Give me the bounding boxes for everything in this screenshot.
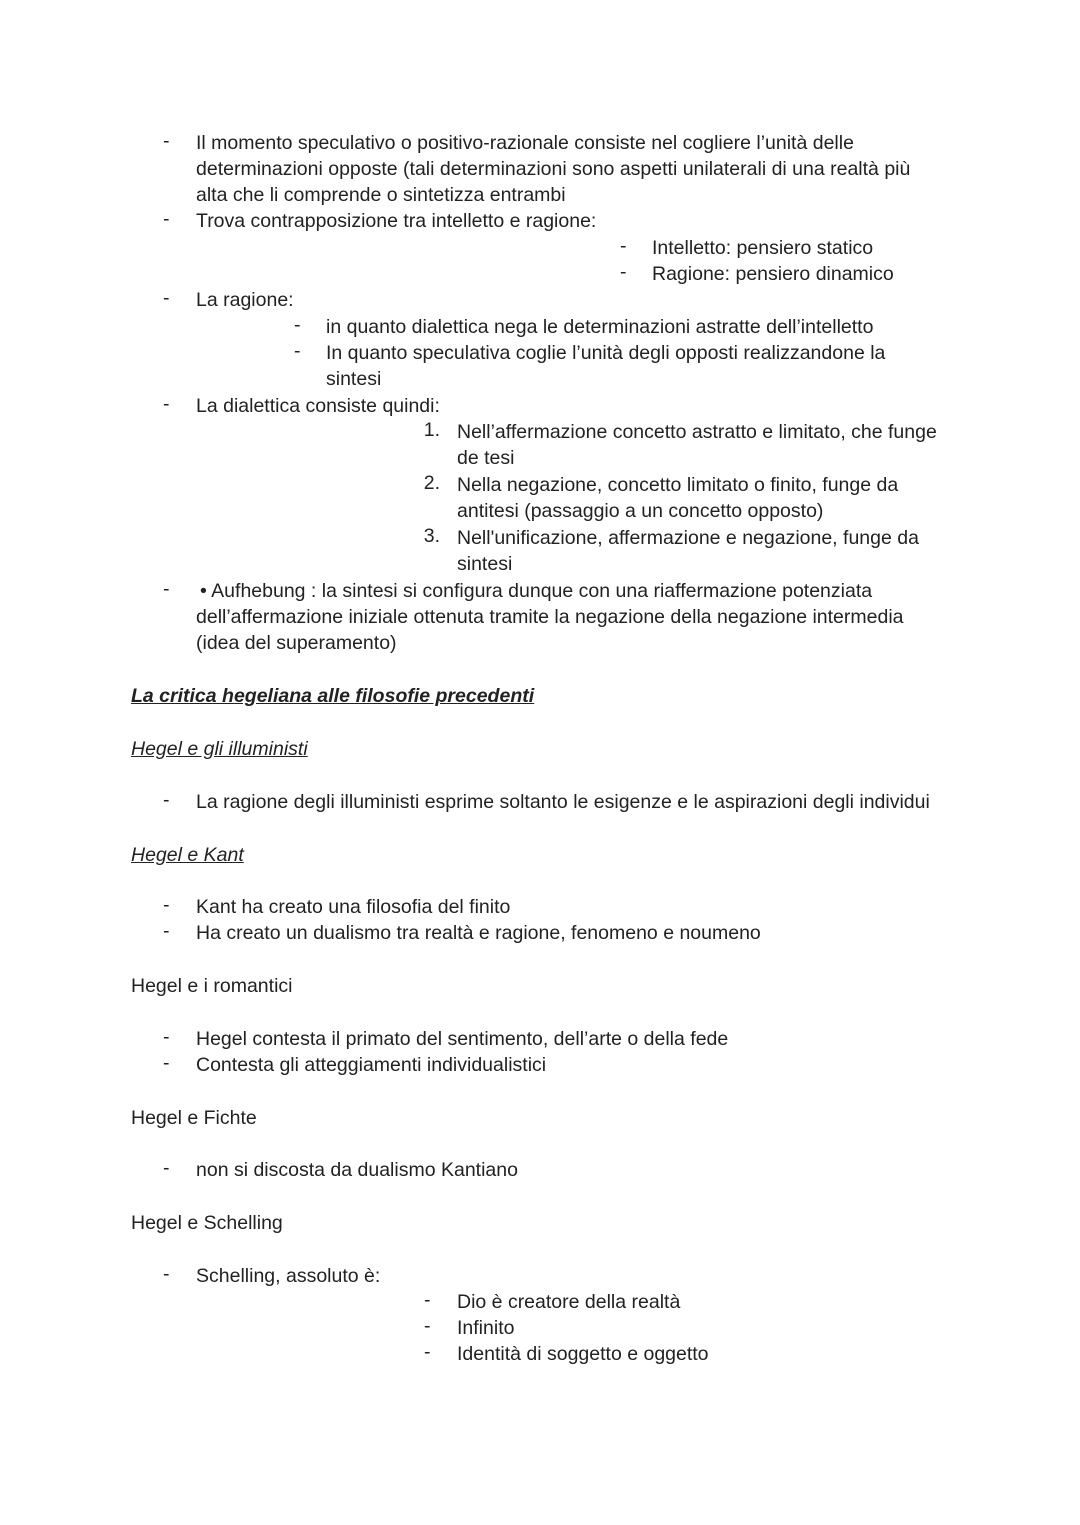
list-number: 1. [423,419,440,441]
text-line: Hegel contesta il primato del sentimento, dell’arte o della fede [196,1028,729,1050]
text-line: sintesi [326,368,382,390]
text-line: • Aufhebung : la sintesi si configura dunque con una riaffermazione potenziata [200,580,873,602]
subsection-heading: Hegel e Kant [131,844,244,866]
text-line: determinazioni opposte (tali determinazioni sono aspetti unilaterali di una realtà più [196,158,911,180]
list-number: 2. [423,472,440,494]
bullet-dash: - [620,261,627,283]
text-line: Contesta gli atteggiamenti individualistici [196,1054,547,1076]
bullet-dash: - [163,1263,170,1285]
bullet-dash: - [163,789,170,811]
text-line: Infinito [457,1317,515,1339]
text-line: Kant ha creato una filosofia del finito [196,896,511,918]
text-line: La dialettica consiste quindi: [196,395,440,417]
text-line: dell’affermazione iniziale ottenuta tramite la negazione della negazione intermedia [196,606,904,628]
bullet-dash: - [163,1052,170,1074]
text-line: Identità di soggetto e oggetto [457,1343,709,1365]
text-line: sintesi [457,553,513,575]
text-line: alta che li comprende o sintetizza entrambi [196,184,566,206]
bullet-dash: - [620,235,627,257]
bullet-dash: - [163,130,170,152]
text-line: Nell'unificazione, affermazione e negazione, funge da [457,527,919,549]
text-line: Trova contrapposizione tra intelletto e ragione: [196,210,597,232]
bullet-dash: - [424,1341,431,1363]
text-line: Schelling, assoluto è: [196,1265,381,1287]
bullet-dash: - [294,340,301,362]
text-line: antitesi (passaggio a un concetto opposto) [457,500,824,522]
bullet-dash: - [163,393,170,415]
bullet-dash: - [163,1157,170,1179]
bullet-dash: - [163,287,170,309]
section-title: La critica hegeliana alle filosofie precedenti [131,685,535,707]
subsection-heading: Hegel e i romantici [131,975,293,997]
subsection-heading: Hegel e Fichte [131,1107,257,1129]
bullet-dash: - [163,578,170,600]
text-line: Ha creato un dualismo tra realtà e ragione, fenomeno e noumeno [196,922,761,944]
text-line: (idea del superamento) [196,632,397,654]
text-line: in quanto dialettica nega le determinazioni astratte dell’intelletto [326,316,874,338]
bullet-dash: - [294,314,301,336]
text-line: Nell’affermazione concetto astratto e limitato, che funge [457,421,937,443]
text-line: Dio è creatore della realtà [457,1291,681,1313]
text-line: La ragione: [196,289,294,311]
bullet-dash: - [163,894,170,916]
text-line: de tesi [457,447,515,469]
text-line: Il momento speculativo o positivo-razionale consiste nel cogliere l’unità delle [196,132,854,154]
text-line: La ragione degli illuministi esprime soltanto le esigenze e le aspirazioni degli individui [196,791,930,813]
list-number: 3. [423,525,440,547]
subsection-heading: Hegel e Schelling [131,1212,283,1234]
bullet-dash: - [424,1315,431,1337]
text-line: Ragione: pensiero dinamico [652,263,894,285]
text-line: In quanto speculativa coglie l’unità degli opposti realizzandone la [326,342,886,364]
text-line: Intelletto: pensiero statico [652,237,874,259]
bullet-dash: - [424,1289,431,1311]
text-line: non si discosta da dualismo Kantiano [196,1159,518,1181]
bullet-dash: - [163,208,170,230]
bullet-dash: - [163,1026,170,1048]
bullet-dash: - [163,920,170,942]
subsection-heading: Hegel e gli illuministi [131,738,308,760]
text-line: Nella negazione, concetto limitato o finito, funge da [457,474,899,496]
